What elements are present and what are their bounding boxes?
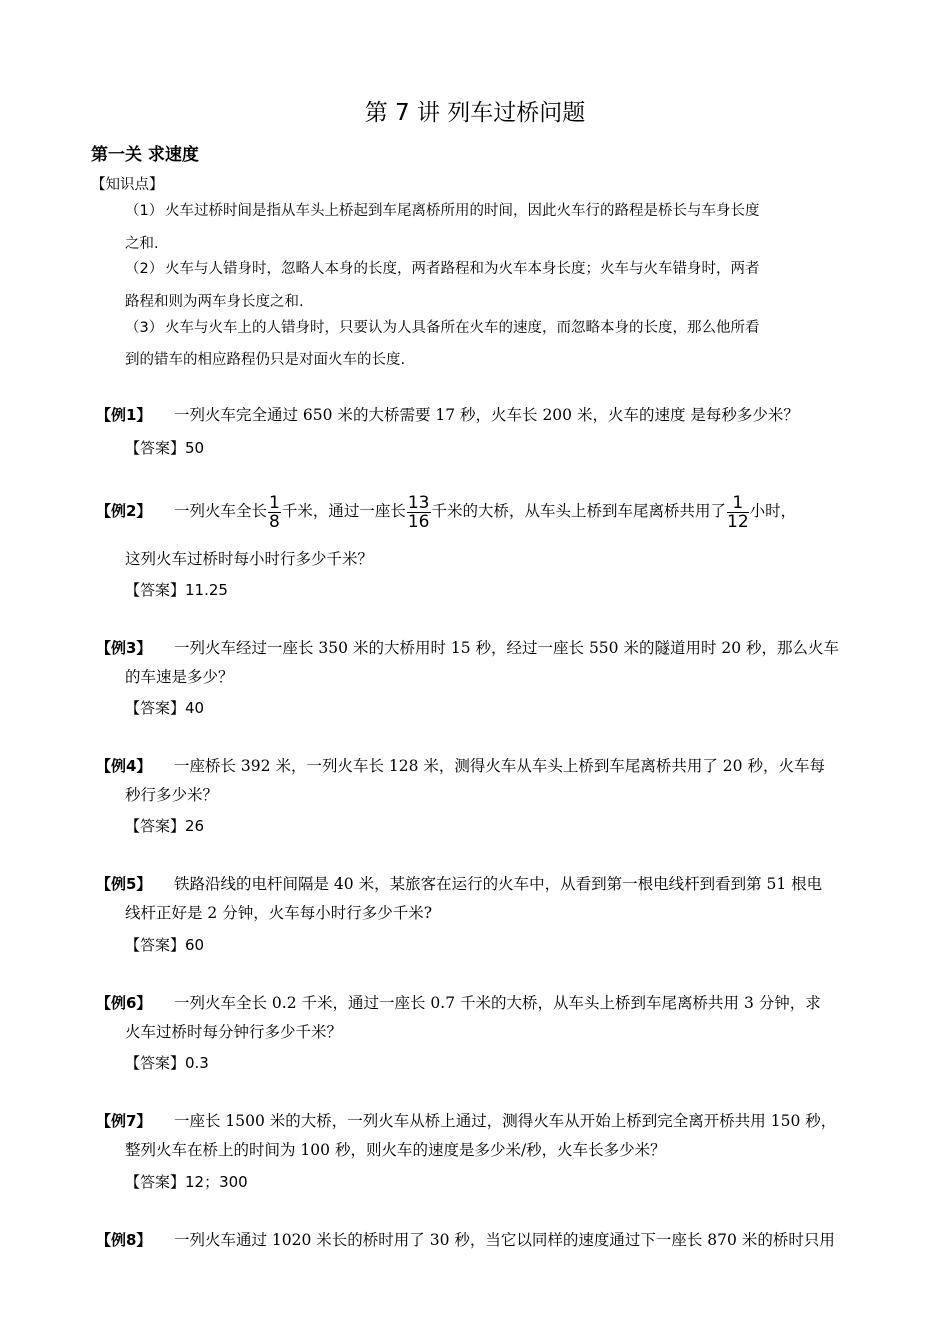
knowledge-heading: 【知识点】 (91, 177, 164, 193)
example-3 (96, 634, 876, 692)
example-label: 【例1】 (96, 406, 152, 424)
example-label: 【例3】 (96, 639, 152, 657)
example-7 (96, 1107, 876, 1165)
example-text-cont: 整列火车在桥上的时间为 100 秒，则火车的速度是多少米/秒，火车长多少米？ (125, 1141, 666, 1159)
example-answer: 【答案】40 (125, 699, 205, 717)
fraction-denominator: 8 (269, 511, 280, 532)
example-label: 【例2】 (96, 502, 152, 520)
example-6 (96, 989, 876, 1047)
example-answer: 【答案】26 (125, 817, 205, 835)
example-text: 千米的大桥，从车头上桥到车尾离桥共用了 (431, 502, 727, 520)
example-text: 千米，通过一座长 (281, 502, 406, 520)
example-label: 【例4】 (96, 757, 152, 775)
example-text: 小时， (749, 502, 797, 520)
example-text-cont: 线杆正好是 2 分钟，火车每小时行多少千米? (125, 904, 433, 922)
fraction-numerator: 1 (269, 492, 280, 513)
section-title: 第一关 求速度 (91, 145, 199, 165)
knowledge-number: （2） (125, 261, 164, 277)
example-2 (96, 492, 876, 531)
example-text: 铁路沿线的电杆间隔是 40 米，某旅客在运行的火车中，从看到第一根电线杆到看到第 51 根电 (174, 875, 823, 893)
fraction (407, 494, 431, 531)
knowledge-text-cont: 之和. (125, 236, 159, 252)
example-answer: 【答案】60 (125, 936, 205, 954)
knowledge-text: 火车过桥时间是指从车头上桥起到车尾离桥所用的时间，因此火车行的路程是桥长与车身长度 (165, 203, 760, 219)
example-text-cont: 火车过桥时每分钟行多少千米？ (125, 1023, 343, 1041)
knowledge-number: （3） (125, 320, 164, 336)
example-label: 【例8】 (96, 1231, 152, 1249)
example-text: 一座桥长 392 米，一列火车长 128 米，测得火车从车头上桥到车尾离桥共用了 20 秒，火车每 (174, 757, 825, 775)
example-2-cont (96, 545, 876, 574)
fraction-denominator: 12 (727, 511, 749, 532)
example-text: 一列火车完全通过 650 米的大桥需要 17 秒，火车长 200 米，火车的速度 是每秒多少米？ (174, 406, 799, 424)
knowledge-item (125, 255, 865, 284)
example-text: 一列火车全长 (174, 502, 268, 520)
example-5 (96, 870, 876, 928)
example-label: 【例5】 (96, 875, 152, 893)
example-text: 一列火车经过一座长 350 米的大桥用时 15 秒，经过一座长 550 米的隧道用时 20 秒，那么火车 (174, 639, 840, 657)
knowledge-text: 火车与人错身时，忽略人本身的长度，两者路程和为火车本身长度；火车与火车错身时，两者 (165, 261, 760, 277)
knowledge-text: 火车与火车上的人错身时，只要认为人具备所在火车的速度，而忽略本身的长度，那么他所看 (165, 320, 760, 336)
example-8 (96, 1226, 876, 1255)
example-answer: 【答案】12；300 (125, 1173, 248, 1191)
example-label: 【例7】 (96, 1112, 152, 1130)
example-label: 【例6】 (96, 994, 152, 1012)
example-4 (96, 752, 876, 810)
knowledge-number: （1） (125, 203, 164, 219)
example-text: 一列火车通过 1020 米长的桥时用了 30 秒，当它以同样的速度通过下一座长 870 米的桥时只用 (174, 1231, 835, 1249)
fraction-numerator: 1 (727, 494, 749, 513)
example-text-cont: 的车速是多少？ (125, 668, 234, 686)
knowledge-item (125, 197, 865, 226)
example-answer: 【答案】0.3 (125, 1054, 209, 1072)
knowledge-text-cont: 到的错车的相应路程仍只是对面火车的长度. (125, 352, 406, 368)
example-answer: 【答案】11.25 (125, 581, 228, 599)
example-text-cont: 这列火车过桥时每小时行多少千米？ (125, 550, 374, 568)
fraction-denominator: 16 (407, 511, 430, 532)
example-text: 一列火车全长 0.2 千米，通过一座长 0.7 千米的大桥，从车头上桥到车尾离桥共用 3 分钟，求 (174, 994, 821, 1012)
example-1 (96, 401, 876, 430)
fraction-numerator: 13 (407, 492, 430, 513)
page-title: 第 7 讲 列车过桥问题 (364, 100, 586, 126)
example-text-cont: 秒行多少米？ (125, 786, 219, 804)
fraction (727, 494, 749, 531)
knowledge-item (125, 314, 865, 343)
example-text: 一座长 1500 米的大桥，一列火车从桥上通过，测得火车从开始上桥到完全离开桥共用 150 秒， (174, 1112, 837, 1130)
example-answer: 【答案】50 (125, 439, 205, 457)
fraction (268, 494, 281, 531)
knowledge-text-cont: 路程和则为两车身长度之和. (125, 294, 304, 310)
